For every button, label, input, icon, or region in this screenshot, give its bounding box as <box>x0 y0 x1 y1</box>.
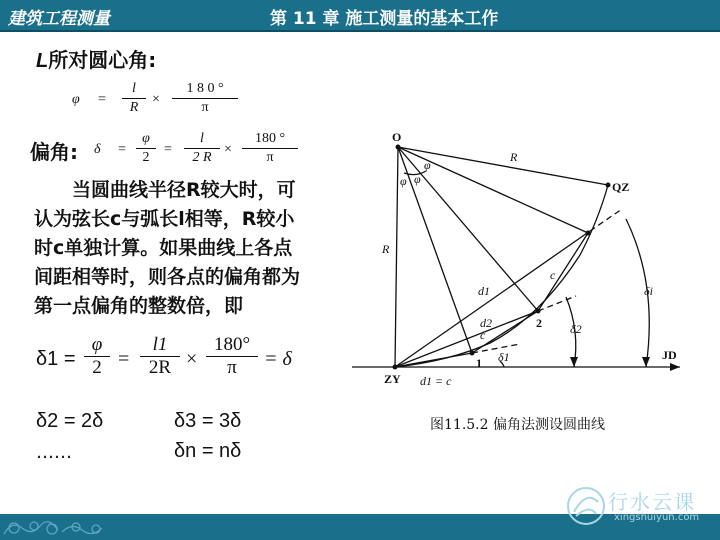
body-line-2: 认为弦长c与弧长l相等，R较小 <box>34 208 295 230</box>
label-point-2: 2 <box>536 316 542 330</box>
equals-sign: = <box>98 92 106 107</box>
deflection-label: 偏角: <box>30 140 78 164</box>
label-d1-equals-c: d1 = c <box>420 374 452 388</box>
sight-line-3 <box>395 231 590 367</box>
big-num-180: 180° <box>213 334 251 355</box>
deflection-formula <box>30 128 330 174</box>
equals-2: = <box>164 142 172 157</box>
chapter-title: 第 11 章 施工测量的基本工作 <box>270 9 499 29</box>
point-1 <box>470 351 475 356</box>
arrow-jd <box>670 363 680 371</box>
point-qz <box>606 183 611 188</box>
point-zy <box>393 365 398 370</box>
course-title: 建筑工程测量 <box>8 9 110 29</box>
body-line-4: 间距相等时，则各点的偏角都为 <box>34 266 301 288</box>
phi-symbol: φ <box>72 92 80 107</box>
fraction-180-over-pi-2 <box>242 130 298 167</box>
chord-3 <box>538 233 588 311</box>
denominator-2r: 2 R <box>192 150 212 165</box>
denominator-pi: π <box>201 100 209 115</box>
delta3-formula: δ3 = 3δ <box>174 410 242 432</box>
arrow-deltai <box>642 357 650 367</box>
central-angle-heading <box>36 44 156 73</box>
label-o: O <box>392 130 402 144</box>
label-point-1: 1 <box>476 356 482 370</box>
label-delta-1: δ1 <box>498 350 510 364</box>
logo-url: xingshuiyun.com <box>614 512 700 523</box>
deflection-curve-diagram <box>340 125 700 395</box>
equals-1: = <box>118 142 126 157</box>
logo-swirl-icon <box>564 484 608 528</box>
denominator-r: R <box>129 100 139 115</box>
figure-caption: 图11.5.2 偏角法测设圆曲线 <box>430 417 605 433</box>
radius-left <box>395 147 398 367</box>
label-phi-1: φ <box>400 174 407 188</box>
label-jd: JD <box>662 348 677 362</box>
label-c-1: c <box>550 268 556 282</box>
label-r-top: R <box>510 150 518 164</box>
fraction-180-over-pi <box>172 80 238 117</box>
footer-ornament <box>0 514 120 540</box>
fraction-l-over-r <box>122 80 146 117</box>
label-delta-2: δ2 <box>570 322 582 336</box>
header-bar <box>0 0 720 32</box>
point-o <box>396 145 401 150</box>
delta1-formula <box>36 334 366 386</box>
big-fraction-phi-2 <box>84 334 110 379</box>
label-r-left: R <box>382 242 390 256</box>
point-3 <box>586 231 591 236</box>
big-times: × <box>186 348 198 370</box>
explanation-paragraph <box>34 176 374 321</box>
fraction-l-over-2r <box>184 130 220 167</box>
deltan-formula: δn = nδ <box>174 440 242 462</box>
heading-l: L <box>36 50 49 72</box>
label-d2: d2 <box>480 316 492 330</box>
label-d1: d1 <box>478 284 490 298</box>
label-delta-i: δi <box>644 284 653 298</box>
big-den-2: 2 <box>92 357 102 378</box>
dash-ext-3 <box>590 209 622 231</box>
numerator-180b: 180 ° <box>254 131 286 146</box>
label-c-2: c <box>480 328 486 342</box>
numerator-phi: φ <box>142 131 150 146</box>
times-sign: × <box>152 92 160 107</box>
body-line-3: 时c单独计算。如果曲线上各点 <box>34 237 293 259</box>
numerator-l2: l <box>200 131 204 146</box>
site-logo <box>554 484 714 536</box>
delta2-formula: δ2 = 2δ <box>36 410 104 432</box>
denominator-pi2: π <box>266 150 274 165</box>
numerator-180: 1 8 0 ° <box>186 81 224 96</box>
big-equals: = <box>118 348 130 370</box>
label-phi-2: φ <box>414 172 421 186</box>
denominator-2: 2 <box>142 150 150 165</box>
big-fraction-180-pi <box>206 334 258 379</box>
arrow-delta2 <box>570 357 578 367</box>
label-zy: ZY <box>384 372 401 386</box>
central-angle-formula <box>72 80 332 124</box>
delta1-lhs: δ1 = <box>36 348 76 370</box>
ellipsis: …… <box>36 442 72 463</box>
big-fraction-l1-2r <box>140 334 180 379</box>
big-num-l1: l1 <box>152 334 168 355</box>
delta-symbol: δ <box>94 142 101 157</box>
logo-name: 行水云课 <box>608 490 696 514</box>
label-phi-3: φ <box>424 158 431 172</box>
big-eq-delta: = δ <box>264 348 292 370</box>
body-line-5: 第一点偏角的整数倍，即 <box>34 295 244 317</box>
times-2: × <box>224 142 232 157</box>
big-num-phi: φ <box>91 334 103 355</box>
chord-1 <box>395 353 472 367</box>
label-qz: QZ <box>612 180 630 194</box>
body-line-1: 当圆曲线半径R较大时，可 <box>72 179 296 201</box>
radius-to-point1 <box>398 147 472 353</box>
sight-line-2 <box>395 311 538 367</box>
big-den-pi: π <box>227 357 237 378</box>
point-2 <box>536 309 541 314</box>
heading-rest: 所对圆心角: <box>48 48 157 72</box>
big-den-2r: 2R <box>148 357 172 378</box>
fraction-phi-over-2 <box>136 130 156 167</box>
numerator-l: l <box>132 81 136 96</box>
